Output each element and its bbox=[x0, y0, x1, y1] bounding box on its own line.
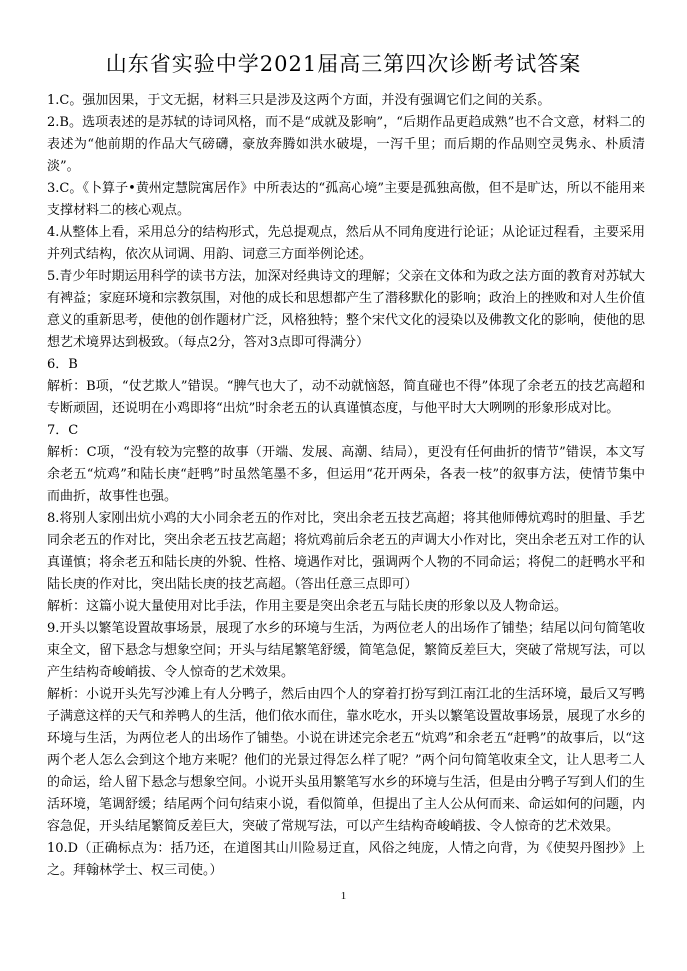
explanation-8: 解析：这篇小说大量使用对比手法，作用主要是突出余老五与陆长庚的形象以及人物命运。 bbox=[47, 599, 568, 614]
answer-item-6: 6．B bbox=[47, 357, 78, 372]
answer-item-7: 7．C bbox=[47, 423, 79, 438]
answer-item-5: 5.青少年时期运用科学的读书方法，加深对经典诗文的理解；父亲在文体和为政之法方面的教育对苏轼大有裨益；家庭环境和宗教氛围，对他的成长和思想都产生了潜移默化的影响；政治上的挫败和对人生价值意义的重新思考，使他的创作题材广泛，风格独特；整个宋代文化的浸染以及佛教文化的影响，使他的思想艺术境界达到极致。（每点2分，答对3点即可得满分） bbox=[47, 269, 646, 350]
explanation-9: 解析：小说开头先写沙滩上有人分鸭子，然后由四个人的穿着打扮写到江南江北的生活环境，最后又写鸭子满意这样的天气和养鸭人的生活，他们依水而住，靠水吃水，开头以繁笔设置故事场景，展现了水乡的环境与生活，为两位老人的出场作了铺垫。小说在讲述完余老五“炕鸡”和余老五“赶鸭”的故事后，以“这两个老人怎么会到这个地方来呢？他们的光景过得怎么样了呢？”两个问句简笔收束全文，让人思考二人的命运，给人留下悬念与想象空间。小说开头虽用繁笔写水乡的环境与生活，但是由分鸭子写到人们的生活环境，笔调舒缓；结尾两个问句结束小说，看似简单，但提出了主人公从何而来、命运如何的问题，内容急促，开头结尾繁简反差巨大，突破了常规写法，可以产生结构奇峻峭拔、令人惊奇的艺术效果。 bbox=[47, 687, 646, 834]
page-number: 1 bbox=[340, 890, 347, 902]
answer-body bbox=[47, 90, 645, 882]
answer-item-3: 3.C。《卜算子•黄州定慧院寓居作》中所表达的“孤高心境”主要是孤独高傲，但不是旷达，所以不能用来支撑材料二的核心观点。 bbox=[47, 181, 645, 218]
answer-item-1: 1.C。强加因果，于文无据，材料三只是涉及这两个方面，并没有强调它们之间的关系。 bbox=[47, 93, 551, 108]
answer-item-10: 10.D（正确标点为：括乃还，在道图其山川险易迂直，风俗之纯庞，人情之向背，为《使契丹图抄》上之。拜翰林学士、权三司使。） bbox=[47, 841, 645, 878]
answer-item-8: 8.将别人家刚出炕小鸡的大小同余老五的作对比，突出余老五技艺高超；将其他师傅炕鸡时的胆量、手艺同余老五的作对比，突出余老五技艺高超；将炕鸡前后余老五的声调大小作对比，突出余老五对工作的认真谨慎；将余老五和陆长庚的外貌、性格、境遇作对比，强调两个人物的不同命运；将倪二的赶鸭水平和陆长庚的作对比，突出陆长庚的技艺高超。（答出任意三点即可） bbox=[47, 511, 646, 592]
answer-item-9: 9.开头以繁笔设置故事场景，展现了水乡的环境与生活，为两位老人的出场作了铺垫；结尾以问句简笔收束全文，留下悬念与想象空间；开头与结尾繁笔舒缓，简笔急促，繁简反差巨大，突破了常规写法，可以产生结构奇峻峭拔、令人惊奇的艺术效果。 bbox=[47, 621, 646, 680]
explanation-6: 解析：B项，“仗艺欺人”错误。“脾气也大了，动不动就恼怒，简直碰也不得”体现了余老五的技艺高超和专断顽固，还说明在小鸡即将“出炕”时余老五的认真谨慎态度，与他平时大大咧咧的形象形成对比。 bbox=[47, 379, 645, 416]
page-title: 山东省实验中学2021届高三第四次诊断考试答案 bbox=[105, 52, 582, 76]
answer-item-2: 2.B。选项表述的是苏轼的诗词风格，而不是“成就及影响”，“后期作品更趋成熟”也不合文意，材料二的表述为“他前期的作品大气磅礴，豪放奔腾如洪水破堤，一泻千里；而后期的作品则空灵隽永、朴质清淡”。 bbox=[47, 115, 645, 174]
explanation-7: 解析：C项，“没有较为完整的故事（开端、发展、高潮、结局），更没有任何曲折的情节”错误，本文写余老五“炕鸡”和陆长庚“赶鸭”时虽然笔墨不多，但运用“花开两朵，各表一枝”的叙事方法，使情节集中而曲折，故事性也强。 bbox=[47, 445, 645, 504]
answer-item-4: 4.从整体上看，采用总分的结构形式，先总提观点，然后从不同角度进行论证；从论证过程看，主要采用并列式结构，依次从词调、用韵、词意三方面举例论述。 bbox=[47, 225, 645, 262]
